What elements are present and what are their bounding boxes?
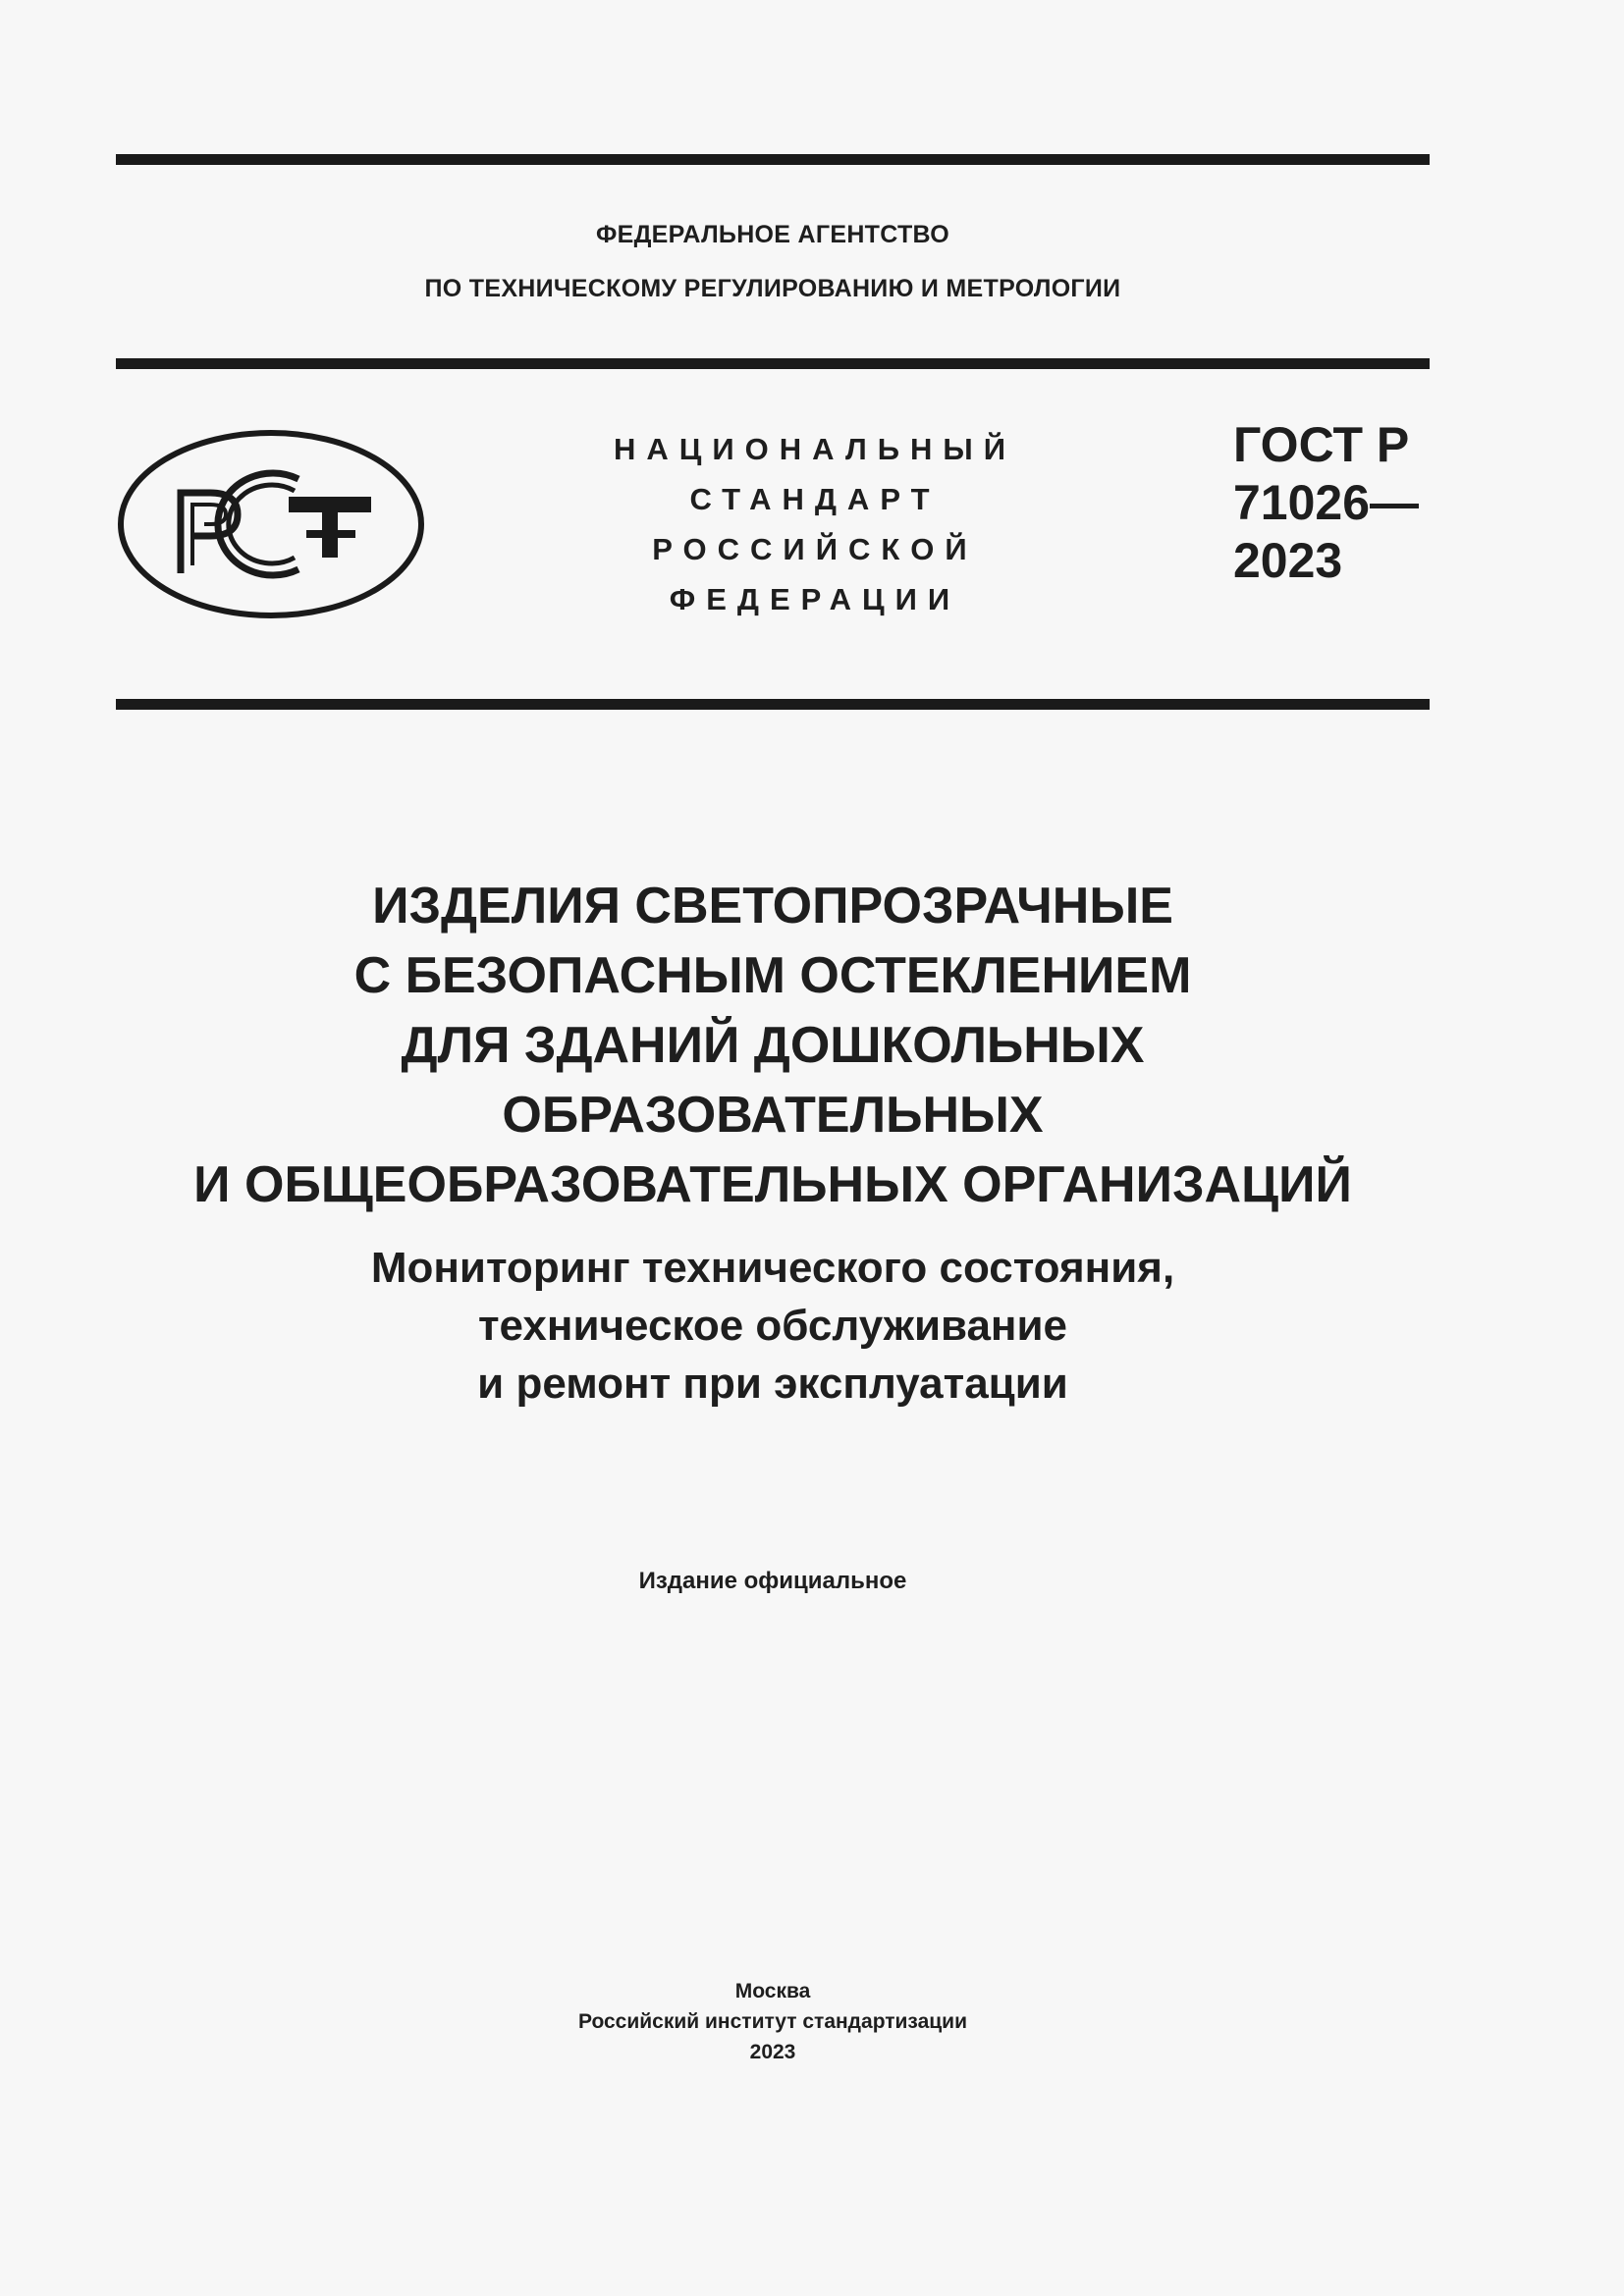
designation-line-2: 71026— xyxy=(1233,475,1420,530)
middle-rule xyxy=(116,699,1430,710)
standard-type xyxy=(589,424,1041,624)
agency-line-1: ФЕДЕРАЛЬНОЕ АГЕНТСТВО xyxy=(595,221,950,248)
gost-r-certification-mark-icon xyxy=(116,428,426,620)
subtitle-line: техническое обслуживание xyxy=(477,1302,1068,1350)
standard-type-line-1: НАЦИОНАЛЬНЫЙ xyxy=(613,432,1017,466)
agency-line-2: ПО ТЕХНИЧЕСКОМУ РЕГУЛИРОВАНИЮ И МЕТРОЛОГИИ xyxy=(424,275,1121,302)
title-line: ИЗДЕЛИЯ СВЕТОПРОЗРАЧНЫЕ xyxy=(372,878,1173,934)
standard-type-line-3: РОССИЙСКОЙ xyxy=(652,532,978,566)
subtitle-line: Мониторинг технического состояния, xyxy=(370,1244,1175,1292)
title-line: ОБРАЗОВАТЕЛЬНЫХ xyxy=(502,1087,1044,1144)
designation-line-3: 2023 xyxy=(1233,533,1343,588)
header-rule xyxy=(116,358,1430,369)
edition-note: Издание официальное xyxy=(638,1568,907,1594)
standard-type-line-4: ФЕДЕРАЦИИ xyxy=(669,582,961,616)
standard-type-line-2: СТАНДАРТ xyxy=(689,482,941,516)
document-subtitle xyxy=(118,1239,1428,1413)
title-line: И ОБЩЕОБРАЗОВАТЕЛЬНЫХ ОРГАНИЗАЦИЙ xyxy=(193,1156,1352,1213)
document-title xyxy=(118,872,1428,1220)
agency-name xyxy=(0,208,1545,316)
title-line: С БЕЗОПАСНЫМ ОСТЕКЛЕНИЕМ xyxy=(353,947,1192,1004)
subtitle-line: и ремонт при эксплуатации xyxy=(477,1360,1068,1408)
title-line: ДЛЯ ЗДАНИЙ ДОШКОЛЬНЫХ xyxy=(401,1017,1145,1074)
standard-designation xyxy=(1233,416,1419,590)
designation-line-1: ГОСТ Р xyxy=(1233,417,1410,472)
publisher-block xyxy=(0,1976,1545,2067)
publisher-city: Москва xyxy=(734,1980,811,2002)
publisher-year: 2023 xyxy=(749,2041,796,2063)
top-rule xyxy=(116,154,1430,165)
publisher-name: Российский институт стандартизации xyxy=(577,2010,968,2033)
